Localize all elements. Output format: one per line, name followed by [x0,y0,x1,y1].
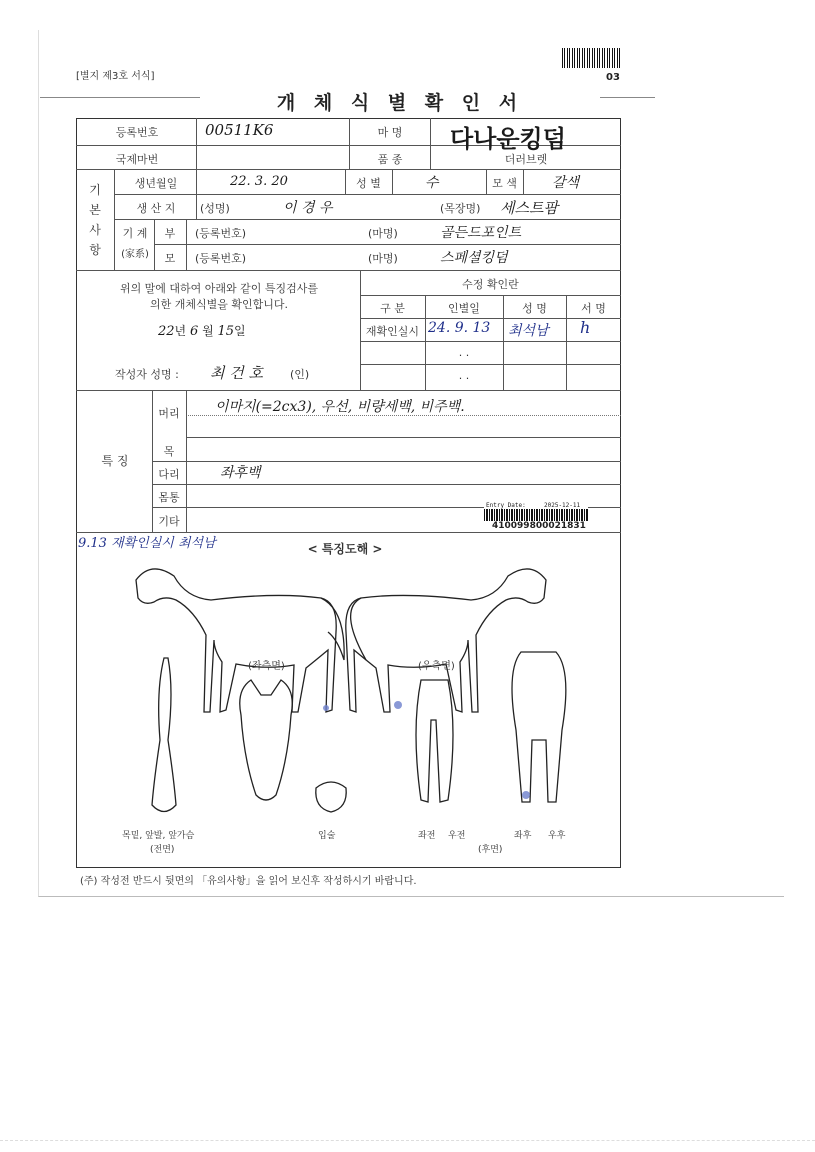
sire-name-hint: (마명) [368,227,398,240]
birth-value: 22. 3. 20 [230,174,288,189]
top-barcode [562,48,622,68]
breed-value: 더러브렛 [504,153,548,166]
revision-col-sign: 서 명 [581,302,606,315]
dam-name-value: 스페셜킹덤 [440,250,508,266]
sire-name-value: 골든드포인트 [440,225,522,241]
sex-label: 성 별 [356,177,381,190]
seal-mark: (인) [290,368,310,381]
intl-no-label: 국제마번 [115,153,159,166]
breeder-name-hint: (성명) [200,202,230,215]
revision-col-name: 성 명 [522,302,547,315]
scan-edge [0,1140,815,1141]
date-day-label: 일 [234,324,246,338]
sex-value: 수 [425,175,439,191]
reg-no-label: 등록번호 [115,126,159,139]
farm-hint: (목장명) [440,202,481,215]
rear-view-caption: (후면) [478,845,503,855]
sire-label: 부 [164,227,176,240]
revision-title: 수정 확인란 [462,278,519,291]
legs-value: 좌후백 [220,465,261,481]
entry-stamp [484,503,588,529]
revision-row-2-date: . . [458,346,470,359]
rh-caption: 우후 [548,831,566,841]
writer-label: 작성자 성명 : [115,368,179,381]
breed-label: 품 종 [377,153,403,166]
revision-row-3-date: . . [458,369,470,382]
breeder-name-value: 이 경 우 [283,200,333,216]
revision-row-1-sign: h [580,318,591,337]
date-day: 15 [217,324,235,339]
entry-date-label: Entry Date: [486,502,526,509]
lf-caption: 좌전 [418,831,436,841]
recheck-note: 9.13 재확인실시 최석남 [78,536,216,551]
birth-label: 생년월일 [134,177,178,190]
revision-row-1-name: 최석남 [508,323,549,339]
color-label: 모 색 [492,177,517,190]
date-month-label: 월 [202,324,214,338]
footer-note: (주) 작성전 반드시 뒷면의 「유의사항」을 읽어 보신후 작성하시기 바랍니다. [80,876,417,887]
lh-caption: 좌후 [514,831,532,841]
horse-name-value: 다나운킹덤 [450,124,566,153]
right-side-caption: (우측면) [418,661,455,672]
pedigree-sub: (家系) [121,249,149,260]
horse-diagram [76,540,621,860]
farm-value: 세스트팜 [500,199,558,217]
color-value: 갈색 [552,175,580,191]
statement-line-1: 위의 말에 대하여 아래와 같이 특징검사를 [119,282,319,295]
other-label: 기타 [158,515,180,528]
revision-col-type: 구 분 [380,302,405,315]
barcode-number: 410099800021831 [492,521,586,531]
body-label: 몸통 [158,491,180,504]
features-section-label: 특 징 [101,454,129,468]
neck-caption: 목밑, 앞발, 앞가슴 [122,831,195,841]
revision-row-1-date: 24. 9. 13 [428,320,491,336]
diagram-title: < 특징도해 > [307,542,383,556]
dam-reg-hint: (등록번호) [195,252,247,265]
entry-date-value: 2025-12-11 [544,502,581,509]
date-month: 6 [189,324,199,339]
head-label: 머리 [158,407,180,420]
left-side-caption: (좌측면) [248,661,285,672]
sire-reg-hint: (등록번호) [195,227,247,240]
dam-label: 모 [164,252,176,265]
form-label: [별지 제3호 서식] [76,71,155,82]
rf-caption: 우전 [448,831,466,841]
stamp-barcode [484,509,588,521]
reg-no-value: 00511K6 [205,121,274,139]
date-year-label: 년 [174,324,187,338]
head-value: 이마지(=2cx3), 우선, 비량세백, 비주백. [215,399,465,415]
page-number: 03 [606,72,620,83]
front-view-caption: (전면) [150,845,175,855]
breeder-label: 생 산 지 [136,202,176,215]
legs-label: 다리 [158,468,180,481]
basic-section-label: 기본사항 [89,183,101,257]
lips-caption: 입술 [318,831,336,841]
document-title: 개 체 식 별 확 인 서 [200,88,600,115]
neck-label: 목 [163,445,175,458]
pedigree-label: 기 계 [122,227,148,240]
horse-name-label: 마 명 [377,126,403,139]
statement-line-2: 의한 개체식별을 확인합니다. [149,298,288,311]
revision-col-date: 인별일 [448,302,480,315]
date-year: 22 [158,324,175,339]
revision-row-1-type: 재확인실시 [365,325,420,338]
confirmation-date [158,322,246,339]
dam-name-hint: (마명) [368,252,398,265]
writer-value: 최 건 호 [210,364,264,382]
